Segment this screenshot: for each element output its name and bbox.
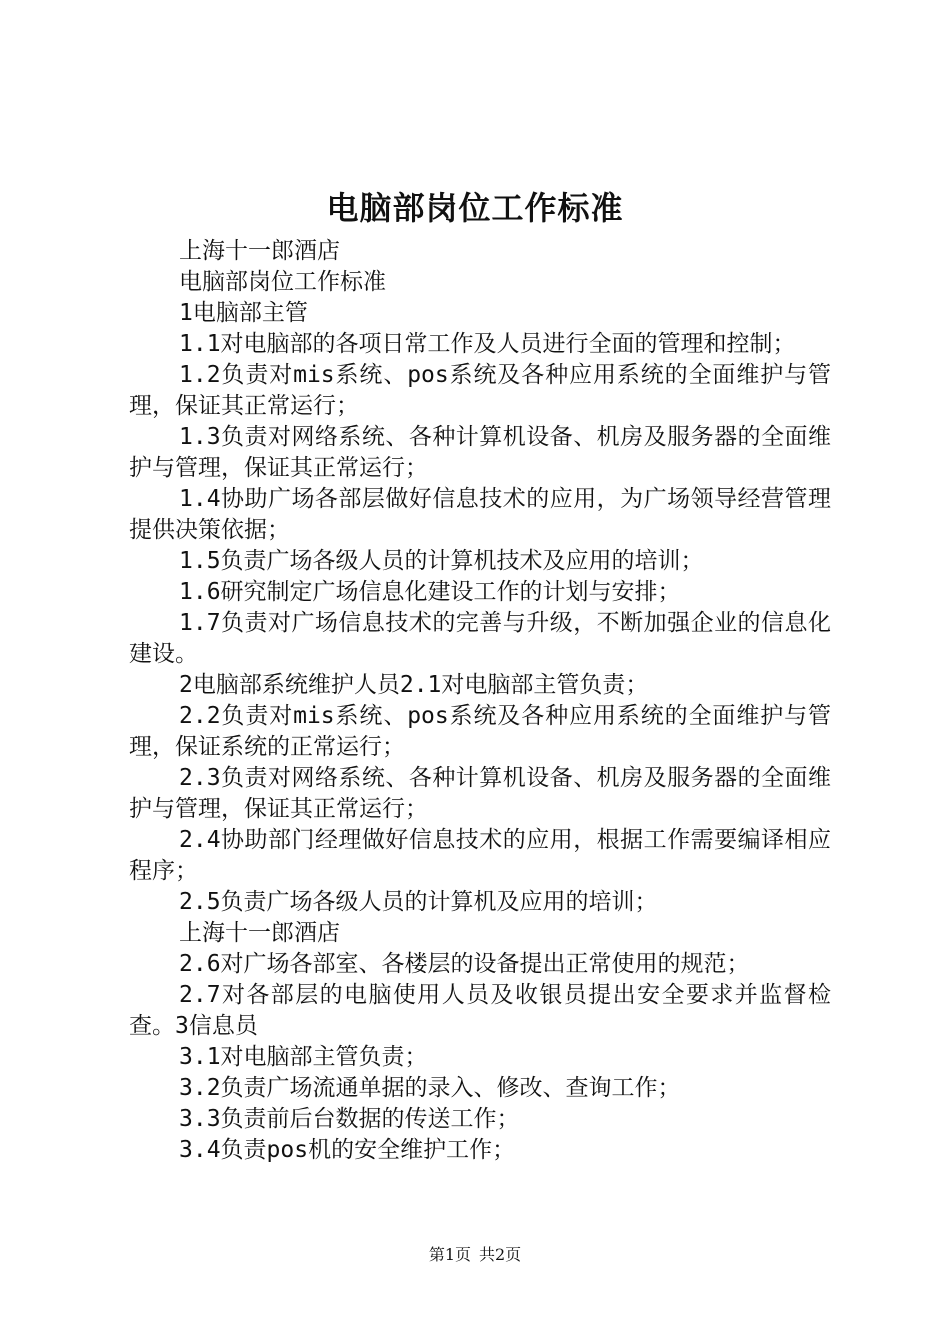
paragraph: 上海十一郎酒店 — [179, 920, 340, 946]
page-number: 第1页 — [428, 1245, 471, 1264]
paragraph: 2.2负责对mis系统、pos系统及各种应用系统的全面维护与管理，保证系统的正常运行； — [129, 703, 831, 760]
paragraph: 1.3负责对网络系统、各种计算机设备、机房及服务器的全面维护与管理，保证其正常运行； — [129, 424, 831, 481]
paragraph: 上海十一郎酒店 — [179, 238, 340, 264]
page-footer — [0, 1245, 950, 1265]
page-total: 共2页 — [479, 1245, 522, 1264]
paragraph: 2.5负责广场各级人员的计算机及应用的培训； — [179, 889, 658, 915]
paragraph: 1.2负责对mis系统、pos系统及各种应用系统的全面维护与管理，保证其正常运行； — [129, 362, 831, 419]
paragraph: 1电脑部主管 — [179, 300, 308, 326]
paragraph: 1.6研究制定广场信息化建设工作的计划与安排； — [179, 579, 681, 605]
paragraph: 2.6对广场各部室、各楼层的设备提出正常使用的规范； — [179, 951, 750, 977]
paragraph: 2电脑部系统维护人员2.1对电脑部主管负责； — [179, 672, 649, 698]
paragraph: 2.4协助部门经理做好信息技术的应用，根据工作需要编译相应程序； — [129, 827, 831, 884]
paragraph: 2.3负责对网络系统、各种计算机设备、机房及服务器的全面维护与管理，保证其正常运行； — [129, 765, 831, 822]
paragraph: 3.2负责广场流通单据的录入、修改、查询工作； — [179, 1075, 681, 1101]
paragraph: 1.5负责广场各级人员的计算机技术及应用的培训； — [179, 548, 704, 574]
paragraph: 3.3负责前后台数据的传送工作； — [179, 1106, 520, 1132]
paragraph: 1.7负责对广场信息技术的完善与升级，不断加强企业的信息化建设。 — [129, 610, 831, 667]
paragraph: 电脑部岗位工作标准 — [179, 269, 386, 295]
paragraph: 1.1对电脑部的各项日常工作及人员进行全面的管理和控制； — [179, 331, 796, 357]
document-title: 电脑部岗位工作标准 — [326, 189, 624, 227]
document-body — [129, 236, 831, 1166]
paragraph: 2.7对各部层的电脑使用人员及收银员提出安全要求并监督检查。3信息员 — [129, 982, 831, 1039]
paragraph: 3.4负责pos机的安全维护工作； — [179, 1137, 516, 1163]
paragraph: 3.1对电脑部主管负责； — [179, 1044, 428, 1070]
paragraph: 1.4协助广场各部层做好信息技术的应用，为广场领导经营管理提供决策依据； — [129, 486, 831, 543]
